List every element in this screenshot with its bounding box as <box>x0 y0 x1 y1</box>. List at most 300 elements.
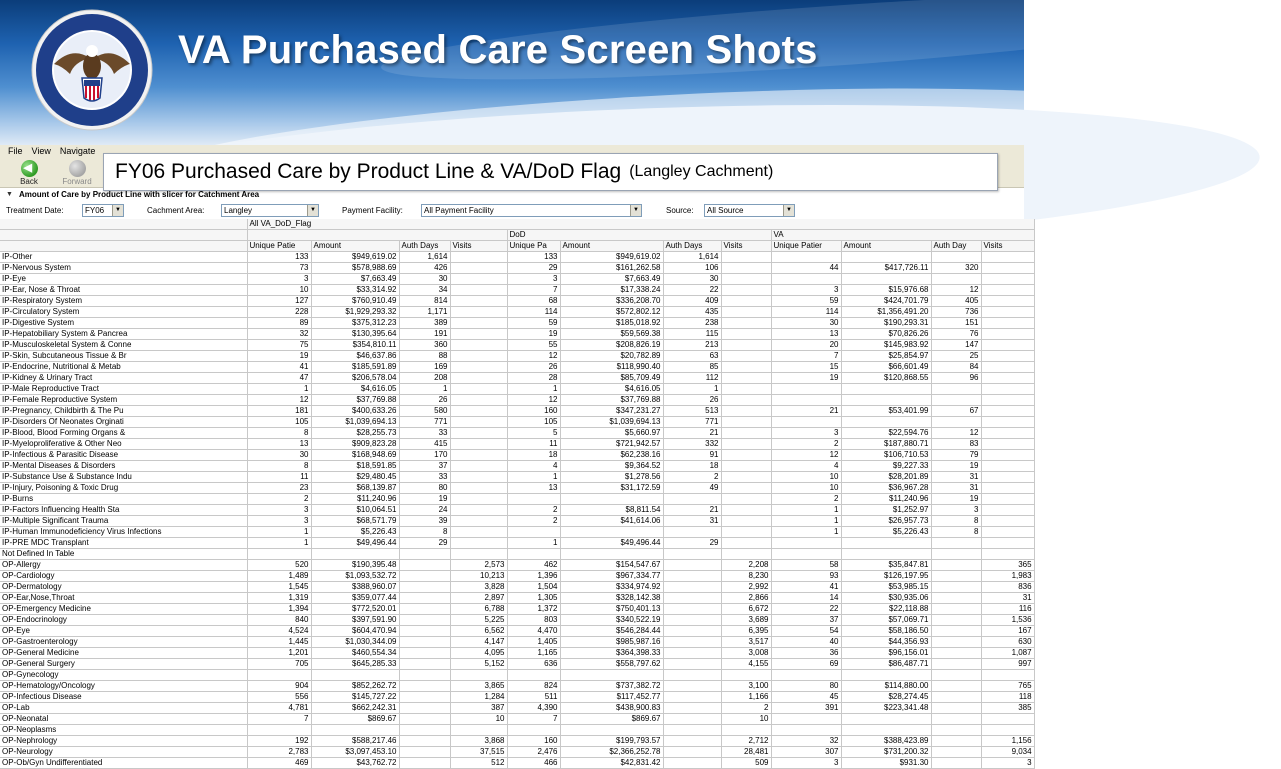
table-cell: 36 <box>771 648 841 659</box>
table-cell: $1,039,694.13 <box>560 417 663 428</box>
table-cell: 12 <box>771 450 841 461</box>
table-cell: $760,910.49 <box>311 296 399 307</box>
table-cell: 824 <box>507 681 560 692</box>
slide-subtitle-callout <box>103 153 998 191</box>
table-cell <box>981 351 1034 362</box>
table-row[interactable] <box>0 560 1034 571</box>
table-cell: 2,783 <box>247 747 311 758</box>
table-cell <box>663 626 721 637</box>
table-row[interactable] <box>0 604 1034 615</box>
table-cell: 2 <box>247 494 311 505</box>
table-cell <box>399 604 450 615</box>
table-row[interactable] <box>0 714 1034 725</box>
table-cell: $68,571.79 <box>311 516 399 527</box>
table-cell: 1 <box>771 516 841 527</box>
table-cell <box>663 703 721 714</box>
table-cell <box>450 494 507 505</box>
table-cell: $869.67 <box>560 714 663 725</box>
table-cell <box>247 670 311 681</box>
table-cell: $126,197.95 <box>841 571 931 582</box>
table-row[interactable] <box>0 340 1034 351</box>
table-cell: $37,769.88 <box>560 395 663 406</box>
table-row[interactable] <box>0 384 1034 395</box>
table-cell <box>663 549 721 560</box>
table-cell <box>981 384 1034 395</box>
treatment-date-select[interactable] <box>82 204 124 217</box>
table-cell: 23 <box>247 483 311 494</box>
table-cell: 307 <box>771 747 841 758</box>
table-cell: 3,008 <box>721 648 771 659</box>
table-cell: $68,139.87 <box>311 483 399 494</box>
row-label: IP-Nervous System <box>0 263 247 274</box>
table-cell: 3,689 <box>721 615 771 626</box>
table-cell: 1 <box>507 538 560 549</box>
table-cell: 1,405 <box>507 637 560 648</box>
table-cell: 332 <box>663 439 721 450</box>
table-cell: 29 <box>663 538 721 549</box>
row-label: IP-Injury, Poisoning & Toxic Drug <box>0 483 247 494</box>
back-button[interactable] <box>10 160 48 187</box>
table-cell <box>399 758 450 769</box>
table-cell: 147 <box>931 340 981 351</box>
table-cell: 37 <box>771 615 841 626</box>
table-cell: 6,788 <box>450 604 507 615</box>
table-cell: 8 <box>399 527 450 538</box>
table-row[interactable] <box>0 329 1034 340</box>
table-cell: 1,614 <box>663 252 721 263</box>
table-row[interactable] <box>0 681 1034 692</box>
table-cell <box>663 582 721 593</box>
table-cell: $2,366,252.78 <box>560 747 663 758</box>
table-cell: 2 <box>771 494 841 505</box>
table-row[interactable] <box>0 549 1034 560</box>
table-cell <box>663 747 721 758</box>
table-cell: 54 <box>771 626 841 637</box>
table-cell: 2 <box>663 472 721 483</box>
table-cell: 7 <box>507 714 560 725</box>
table-cell: $22,594.76 <box>841 428 931 439</box>
table-cell <box>981 472 1034 483</box>
table-cell: 29 <box>507 263 560 274</box>
table-cell: 1 <box>247 538 311 549</box>
table-cell <box>841 274 931 285</box>
table-cell: 1,319 <box>247 593 311 604</box>
table-cell: 513 <box>663 406 721 417</box>
table-cell: 96 <box>931 373 981 384</box>
table-cell: 133 <box>507 252 560 263</box>
table-row[interactable] <box>0 659 1034 670</box>
table-cell: $9,364.52 <box>560 461 663 472</box>
table-cell <box>721 725 771 736</box>
source-select[interactable] <box>704 204 795 217</box>
table-row[interactable] <box>0 494 1034 505</box>
table-cell: $10,064.51 <box>311 505 399 516</box>
table-cell: $772,520.01 <box>311 604 399 615</box>
table-cell: 4,155 <box>721 659 771 670</box>
table-cell <box>721 285 771 296</box>
table-row[interactable] <box>0 626 1034 637</box>
table-cell: 19 <box>399 494 450 505</box>
table-cell: 31 <box>981 593 1034 604</box>
table-cell: 2,712 <box>721 736 771 747</box>
table-cell <box>450 307 507 318</box>
table-cell: 736 <box>931 307 981 318</box>
table-cell: $388,960.07 <box>311 582 399 593</box>
table-cell: $397,591.90 <box>311 615 399 626</box>
table-cell: $4,616.05 <box>560 384 663 395</box>
table-row[interactable] <box>0 362 1034 373</box>
table-cell <box>399 681 450 692</box>
table-cell <box>399 648 450 659</box>
table-cell: 8 <box>247 428 311 439</box>
table-cell: 238 <box>663 318 721 329</box>
table-cell: 19 <box>771 373 841 384</box>
row-label: OP-Ear,Nose,Throat <box>0 593 247 604</box>
table-cell <box>981 428 1034 439</box>
table-cell: 391 <box>771 703 841 714</box>
catchment-area-label: Cachment Area: <box>147 206 205 215</box>
table-cell: 4 <box>771 461 841 472</box>
table-cell: $909,823.28 <box>311 439 399 450</box>
table-row[interactable] <box>0 670 1034 681</box>
table-cell: $5,226.43 <box>311 527 399 538</box>
table-row[interactable] <box>0 472 1034 483</box>
menu-view[interactable]: View <box>31 146 51 156</box>
table-cell <box>981 725 1034 736</box>
table-cell <box>721 384 771 395</box>
table-cell: $44,356.93 <box>841 637 931 648</box>
table-cell: $185,591.89 <box>311 362 399 373</box>
column-header: Unique Patier <box>771 241 841 252</box>
table-cell <box>931 681 981 692</box>
row-label: IP-Hepatobiliary System & Pancrea <box>0 329 247 340</box>
table-cell <box>981 714 1034 725</box>
table-cell: 435 <box>663 307 721 318</box>
table-cell: $8,811.54 <box>560 505 663 516</box>
table-row[interactable] <box>0 516 1034 527</box>
table-cell <box>560 494 663 505</box>
table-cell: $645,285.33 <box>311 659 399 670</box>
table-cell: $22,118.88 <box>841 604 931 615</box>
table-cell: 30 <box>771 318 841 329</box>
table-cell <box>399 659 450 670</box>
table-cell: $1,929,293.32 <box>311 307 399 318</box>
table-cell <box>981 450 1034 461</box>
table-cell: 1 <box>771 527 841 538</box>
table-cell: $1,278.56 <box>560 472 663 483</box>
table-cell: 63 <box>663 351 721 362</box>
column-header: Visits <box>721 241 771 252</box>
table-cell: 114 <box>507 307 560 318</box>
table-cell <box>981 285 1034 296</box>
table-cell: 512 <box>450 758 507 769</box>
table-cell: $546,284.44 <box>560 626 663 637</box>
payment-facility-value: All Payment Facility <box>424 206 494 215</box>
table-row[interactable] <box>0 538 1034 549</box>
row-label: IP-Respiratory System <box>0 296 247 307</box>
table-cell: $334,974.92 <box>560 582 663 593</box>
table-cell: 1 <box>771 505 841 516</box>
table-cell <box>721 373 771 384</box>
chevron-down-icon[interactable]: ▼ <box>112 205 123 216</box>
table-cell: 41 <box>247 362 311 373</box>
table-cell: $1,039,694.13 <box>311 417 399 428</box>
table-cell: $731,200.32 <box>841 747 931 758</box>
table-row[interactable] <box>0 395 1034 406</box>
table-row[interactable] <box>0 263 1034 274</box>
table-cell <box>931 604 981 615</box>
table-cell: $118,990.40 <box>560 362 663 373</box>
table-cell <box>931 571 981 582</box>
table-cell: $604,470.94 <box>311 626 399 637</box>
table-cell: 3 <box>247 516 311 527</box>
table-cell: 5 <box>507 428 560 439</box>
chevron-down-icon[interactable]: ▼ <box>307 205 318 216</box>
table-row[interactable] <box>0 725 1034 736</box>
table-cell: 3 <box>247 274 311 285</box>
table-cell: 1 <box>247 527 311 538</box>
table-cell: 213 <box>663 340 721 351</box>
table-cell: 19 <box>931 494 981 505</box>
table-cell: 1,614 <box>399 252 450 263</box>
table-row[interactable] <box>0 318 1034 329</box>
table-cell <box>507 725 560 736</box>
table-cell: $49,496.44 <box>311 538 399 549</box>
row-label: OP-Cardiology <box>0 571 247 582</box>
table-cell: 39 <box>399 516 450 527</box>
row-label: IP-Circulatory System <box>0 307 247 318</box>
table-cell: 8,230 <box>721 571 771 582</box>
table-row[interactable] <box>0 736 1034 747</box>
table-cell <box>981 505 1034 516</box>
table-cell: 127 <box>247 296 311 307</box>
table-cell: 3,517 <box>721 637 771 648</box>
table-cell: 12 <box>931 285 981 296</box>
table-cell: 7 <box>771 351 841 362</box>
subtitle-main: FY06 Purchased Care by Product Line & VA/DoD Flag <box>115 160 622 183</box>
table-cell: $949,619.02 <box>311 252 399 263</box>
table-row[interactable] <box>0 296 1034 307</box>
table-cell: $949,619.02 <box>560 252 663 263</box>
table-cell <box>931 560 981 571</box>
chevron-down-icon[interactable]: ▼ <box>630 205 641 216</box>
table-row[interactable] <box>0 527 1034 538</box>
pivot-table-container[interactable] <box>0 219 1032 768</box>
table-cell: 80 <box>399 483 450 494</box>
table-cell: $336,208.70 <box>560 296 663 307</box>
table-row[interactable] <box>0 582 1034 593</box>
table-row[interactable] <box>0 648 1034 659</box>
table-cell: 115 <box>663 329 721 340</box>
table-cell: 3,100 <box>721 681 771 692</box>
table-cell: 556 <box>247 692 311 703</box>
row-label: IP-Pregnancy, Childbirth & The Pu <box>0 406 247 417</box>
table-cell <box>450 439 507 450</box>
table-cell: 4,147 <box>450 637 507 648</box>
table-row[interactable] <box>0 450 1034 461</box>
table-cell: 31 <box>663 516 721 527</box>
table-cell: $161,262.58 <box>560 263 663 274</box>
table-cell: 12 <box>507 395 560 406</box>
table-cell <box>721 483 771 494</box>
table-cell <box>311 725 399 736</box>
catchment-area-select[interactable] <box>221 204 319 217</box>
table-cell: 31 <box>931 472 981 483</box>
column-header: Auth Days <box>663 241 721 252</box>
table-row[interactable] <box>0 461 1034 472</box>
table-cell <box>931 714 981 725</box>
table-cell: 1,165 <box>507 648 560 659</box>
table-cell <box>771 538 841 549</box>
row-label: IP-Skin, Subcutaneous Tissue & Br <box>0 351 247 362</box>
chevron-down-icon[interactable]: ▼ <box>783 205 794 216</box>
table-row[interactable] <box>0 406 1034 417</box>
table-cell: 9,034 <box>981 747 1034 758</box>
table-cell: $31,172.59 <box>560 483 663 494</box>
table-cell: 208 <box>399 373 450 384</box>
table-row[interactable] <box>0 428 1034 439</box>
table-cell: $11,240.96 <box>311 494 399 505</box>
table-cell: 580 <box>399 406 450 417</box>
table-cell <box>721 263 771 274</box>
table-cell: 11 <box>507 439 560 450</box>
table-row[interactable] <box>0 285 1034 296</box>
table-row[interactable] <box>0 593 1034 604</box>
table-cell: 26 <box>399 395 450 406</box>
row-label: IP-Mental Diseases & Disorders <box>0 461 247 472</box>
row-label: IP-Musculoskeletal System & Conne <box>0 340 247 351</box>
table-cell: 4,390 <box>507 703 560 714</box>
table-cell: $145,983.92 <box>841 340 931 351</box>
corner-cell <box>0 219 247 230</box>
payment-facility-select[interactable] <box>421 204 642 217</box>
column-header: Amount <box>560 241 663 252</box>
table-row[interactable] <box>0 351 1034 362</box>
row-label: OP-Allergy <box>0 560 247 571</box>
table-row[interactable] <box>0 571 1034 582</box>
table-row[interactable] <box>0 483 1034 494</box>
table-cell: 34 <box>399 285 450 296</box>
table-cell: $9,227.33 <box>841 461 931 472</box>
table-cell: 509 <box>721 758 771 769</box>
table-cell: 1,372 <box>507 604 560 615</box>
column-header: Unique Patie <box>247 241 311 252</box>
table-cell: $86,487.71 <box>841 659 931 670</box>
table-cell: 3,828 <box>450 582 507 593</box>
table-cell: 6,562 <box>450 626 507 637</box>
table-cell: 13 <box>247 439 311 450</box>
table-cell: 2 <box>721 703 771 714</box>
table-cell: 387 <box>450 703 507 714</box>
menu-navigate[interactable]: Navigate <box>59 146 96 156</box>
table-cell: 58 <box>771 560 841 571</box>
row-label: OP-Hematology/Oncology <box>0 681 247 692</box>
report-title: Amount of Care by Product Line with slicer for Catchment Area <box>18 190 260 199</box>
table-row[interactable] <box>0 417 1034 428</box>
table-row[interactable] <box>0 637 1034 648</box>
table-cell <box>399 571 450 582</box>
table-cell: 520 <box>247 560 311 571</box>
table-cell: 26 <box>663 395 721 406</box>
table-cell: $114,880.00 <box>841 681 931 692</box>
table-cell <box>841 384 931 395</box>
table-cell <box>450 296 507 307</box>
table-cell: $187,880.71 <box>841 439 931 450</box>
row-label: IP-Multiple Significant Trauma <box>0 516 247 527</box>
forward-button[interactable] <box>58 160 96 187</box>
table-cell <box>450 538 507 549</box>
table-row[interactable] <box>0 439 1034 450</box>
table-row[interactable] <box>0 505 1034 516</box>
column-header: Amount <box>841 241 931 252</box>
table-cell <box>399 626 450 637</box>
table-cell: 462 <box>507 560 560 571</box>
table-cell: $7,663.49 <box>560 274 663 285</box>
table-cell <box>507 549 560 560</box>
table-row[interactable] <box>0 274 1034 285</box>
table-cell: $7,663.49 <box>311 274 399 285</box>
table-row[interactable] <box>0 615 1034 626</box>
table-cell <box>721 538 771 549</box>
table-cell: 389 <box>399 318 450 329</box>
table-cell <box>721 340 771 351</box>
table-cell: 10 <box>721 714 771 725</box>
table-cell: 76 <box>931 329 981 340</box>
table-cell: 1 <box>247 384 311 395</box>
table-row[interactable] <box>0 373 1034 384</box>
table-cell <box>981 527 1034 538</box>
table-cell: 2 <box>771 439 841 450</box>
table-cell: $375,312.23 <box>311 318 399 329</box>
table-cell <box>560 670 663 681</box>
table-cell <box>981 670 1034 681</box>
table-cell: $41,614.06 <box>560 516 663 527</box>
table-cell <box>450 549 507 560</box>
table-cell <box>931 703 981 714</box>
table-row[interactable] <box>0 307 1034 318</box>
table-row[interactable] <box>0 747 1034 758</box>
table-row[interactable] <box>0 252 1034 263</box>
table-cell: 1,536 <box>981 615 1034 626</box>
table-row[interactable] <box>0 758 1034 769</box>
table-cell <box>931 637 981 648</box>
table-cell: $11,240.96 <box>841 494 931 505</box>
collapse-triangle-icon[interactable]: ▼ <box>6 191 13 198</box>
table-cell: 426 <box>399 263 450 274</box>
table-cell: 1 <box>507 472 560 483</box>
table-cell: $340,522.19 <box>560 615 663 626</box>
table-cell: 37,515 <box>450 747 507 758</box>
row-label: OP-Infectious Disease <box>0 692 247 703</box>
va-seal-logo <box>30 8 154 132</box>
table-row[interactable] <box>0 692 1034 703</box>
table-row[interactable] <box>0 703 1034 714</box>
table-cell: 2,573 <box>450 560 507 571</box>
table-cell: 3 <box>771 428 841 439</box>
table-cell <box>981 483 1034 494</box>
menu-file[interactable]: File <box>8 146 23 156</box>
table-cell: 151 <box>931 318 981 329</box>
table-cell <box>931 758 981 769</box>
source-value: All Source <box>707 206 744 215</box>
table-cell: 19 <box>507 329 560 340</box>
table-cell: 4,095 <box>450 648 507 659</box>
table-cell <box>399 692 450 703</box>
table-cell: 228 <box>247 307 311 318</box>
table-cell: $852,262.72 <box>311 681 399 692</box>
table-cell: $28,274.45 <box>841 692 931 703</box>
row-label: OP-Eye <box>0 626 247 637</box>
